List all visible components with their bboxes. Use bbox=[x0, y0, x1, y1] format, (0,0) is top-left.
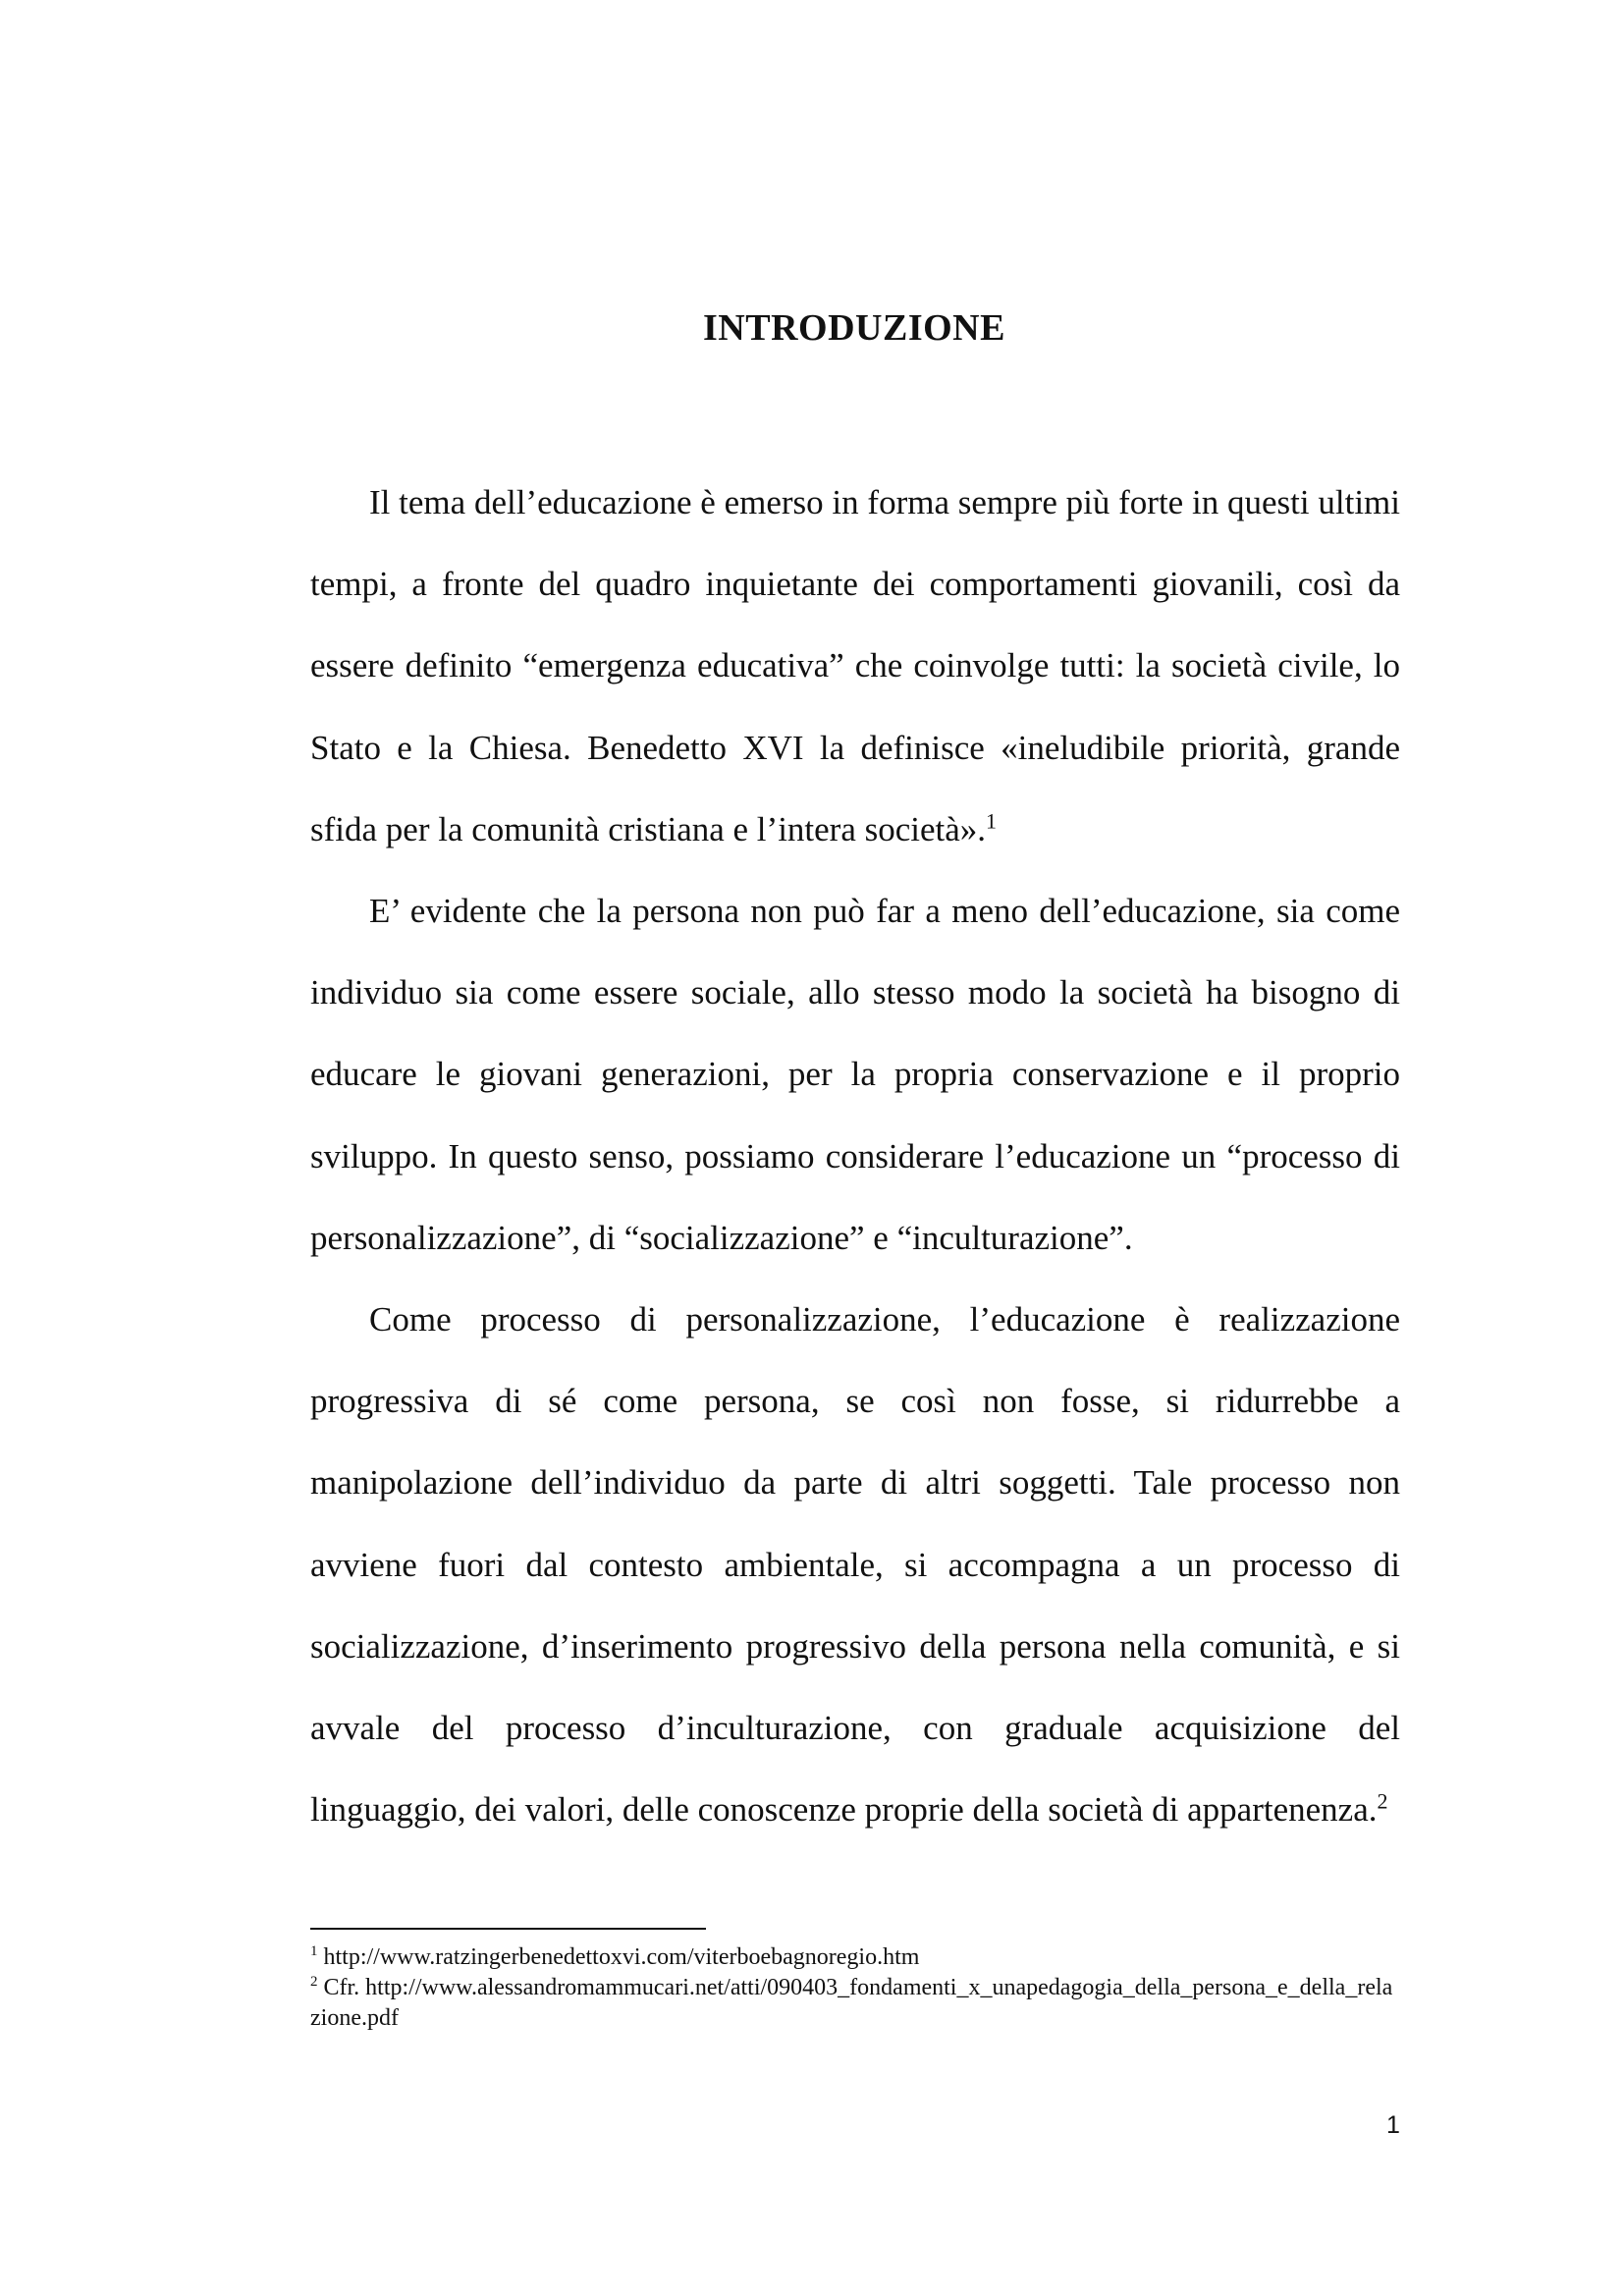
footnote-text: Cfr. http://www.alessandromammucari.net/atti/090403_fondamenti_x_unapedagogia_della_persona_e_della_relazione.pdf bbox=[310, 1975, 1393, 2031]
footnote-reference: 2 bbox=[1377, 1788, 1388, 1814]
paragraph-text: Come processo di personalizzazione, l’educazione è realizzazione progressiva di sé come persona, se così non fosse, si ridurrebbe a manipolazione dell’individuo da parte di altri soggetti. Tale processo non avviene fuori dal contesto ambientale, si accompagna a un processo di socializzazione, d’inserimento progressivo della persona nella comunità, e si avvale del processo d’inculturazione, con graduale acquisizione del linguaggio, dei valori, delle conoscenze proprie della società di appartenenza. bbox=[310, 1300, 1400, 1830]
body-text bbox=[310, 462, 1400, 1850]
footnote-reference: 1 bbox=[986, 808, 998, 834]
paragraph-1 bbox=[310, 462, 1400, 870]
footnote-2 bbox=[310, 1973, 1400, 2034]
footnote-mark: 2 bbox=[310, 1974, 318, 1990]
footnote-text: http://www.ratzingerbenedettoxvi.com/viterboebagnoregio.htm bbox=[323, 1944, 920, 1970]
page-title: INTRODUZIONE bbox=[703, 307, 1005, 349]
footnote-mark: 1 bbox=[310, 1943, 318, 1959]
paragraph-text: Il tema dell’educazione è emerso in forma sempre più forte in questi ultimi tempi, a fronte del quadro inquietante dei comportamenti giovanili, così da essere definito “emergenza educativa” che coinvolge tutti: la società civile, lo Stato e la Chiesa. Benedetto XVI la definisce «ineludibile priorità, grande sfida per la comunità cristiana e l’intera società». bbox=[310, 483, 1400, 848]
paragraph-text: E’ evidente che la persona non può far a meno dell’educazione, sia come individuo sia come essere sociale, allo stesso modo la società ha bisogno di educare le giovani generazioni, per la propria conservazione e il proprio sviluppo. In questo senso, possiamo considerare l’educazione un “processo di personalizzazione”, di “socializzazione” e “inculturazione”. bbox=[310, 892, 1400, 1257]
footnotes bbox=[310, 1942, 1400, 2034]
paragraph-2 bbox=[310, 870, 1400, 1279]
footnote-1 bbox=[310, 1942, 1400, 1973]
paragraph-3 bbox=[310, 1279, 1400, 1850]
footnote-separator bbox=[310, 1928, 706, 1930]
page-number: 1 bbox=[1386, 2111, 1400, 2139]
